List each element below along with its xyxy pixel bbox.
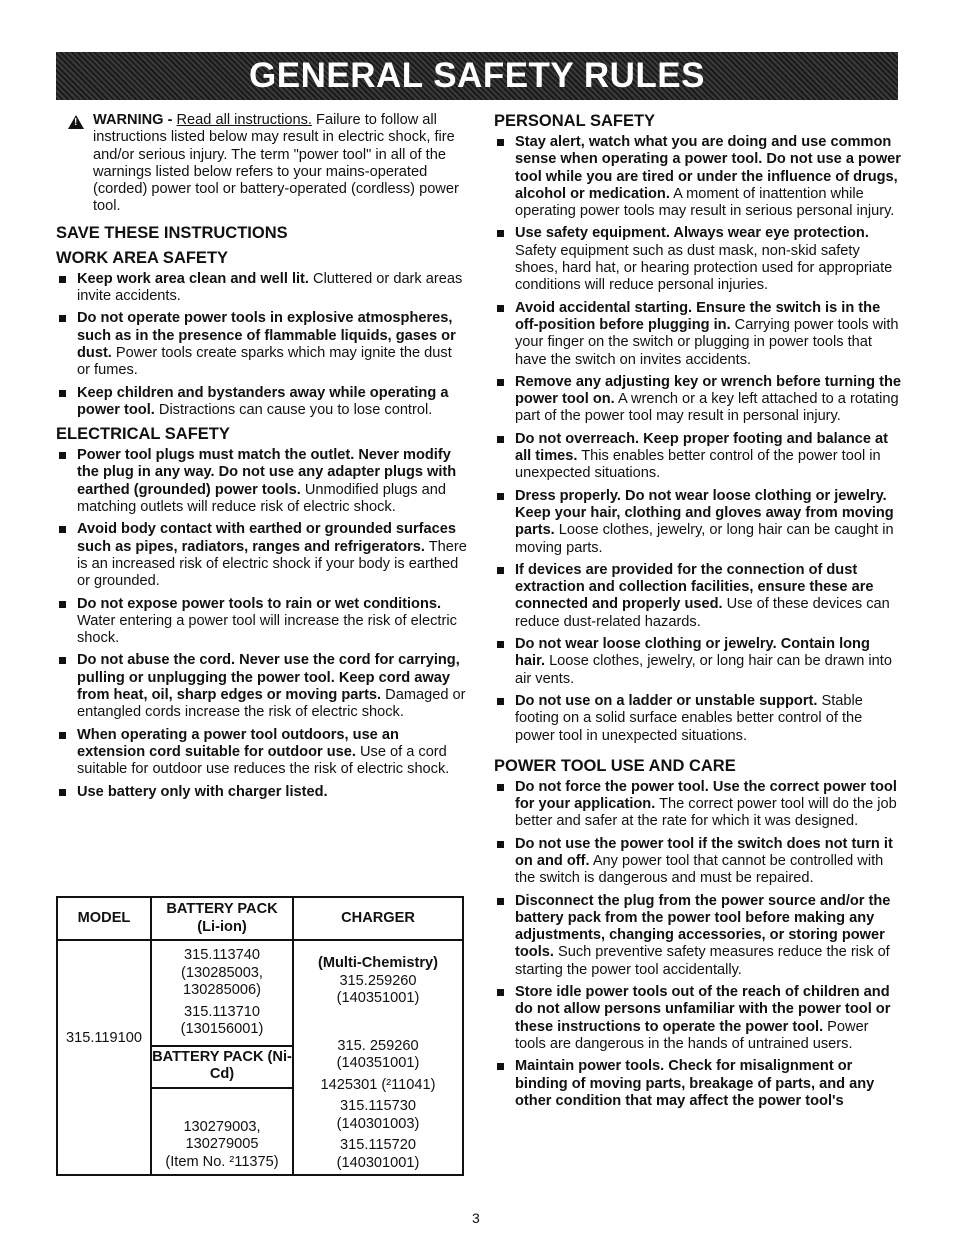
square-bullet-icon <box>59 732 66 739</box>
table-line: (130285003, <box>181 964 263 981</box>
square-bullet-icon <box>497 230 504 237</box>
charger-list-1 <box>296 973 460 1008</box>
square-bullet-icon <box>59 390 66 397</box>
model-number: 315.119100 <box>65 1029 143 1046</box>
table-line: 1425301 (²11041) <box>320 1076 436 1093</box>
square-bullet-icon <box>497 305 504 312</box>
rule-item <box>494 693 902 745</box>
square-bullet-icon <box>497 493 504 500</box>
table-line: 130279003, <box>183 1118 261 1135</box>
table-line: 315.113740 <box>183 947 261 963</box>
table-model-cell <box>57 940 151 1175</box>
section-banner <box>56 52 898 100</box>
rule-item <box>56 271 468 306</box>
rule-text: Power tools create sparks which may ignite the dust or fumes. <box>77 344 452 379</box>
rule-text: Distractions can cause you to lose control. <box>154 401 433 418</box>
table-line: 315. 259260 <box>337 1037 419 1054</box>
table-header-charger: CHARGER <box>293 897 463 940</box>
rule-text: Water entering a power tool will increase the risk of electric shock. <box>77 612 457 647</box>
square-bullet-icon <box>497 1063 504 1070</box>
rule-item <box>494 562 902 631</box>
square-bullet-icon <box>497 379 504 386</box>
rule-item <box>56 727 468 779</box>
rule-item <box>494 1058 902 1110</box>
rule-text: Damaged or entangled cords increase the risk of electric shock. <box>77 687 466 721</box>
rule-bold-text: Disconnect the plug from the power source and/or the battery pack from the power tool before making any adjustments, changing accessories, or storing power tools. <box>515 892 891 961</box>
square-bullet-icon <box>497 567 504 574</box>
table-battery-cell <box>151 940 293 1175</box>
left-column <box>56 112 468 806</box>
rule-item <box>494 836 902 888</box>
square-bullet-icon <box>59 452 66 459</box>
square-bullet-icon <box>59 315 66 322</box>
table-line: 315.113710 <box>183 1003 261 1020</box>
rule-item <box>494 893 902 979</box>
rule-bold-text: Keep children and bystanders away while operating a power tool. <box>77 384 449 418</box>
table-line: 130285006) <box>183 982 261 998</box>
battery-charger-table <box>56 896 464 1176</box>
warning-read-instructions: Read all instructions. <box>176 112 312 128</box>
rule-bold-text: Do not use on a ladder or unstable support. <box>515 692 818 709</box>
rule-text: Power tools are dangerous in the hands of untrained users. <box>515 1018 869 1052</box>
rule-item <box>494 300 902 369</box>
table-header-model: MODEL <box>57 897 151 940</box>
square-bullet-icon <box>497 898 504 905</box>
rule-bold-text: Avoid body contact with earthed or grounded surfaces such as pipes, radiators, ranges and refrigerators. <box>77 521 456 555</box>
rule-bold-text: Use safety equipment. Always wear eye protection. <box>515 225 869 242</box>
rule-bold-text: Avoid accidental starting. Ensure the switch is in the off-position before plugging in. <box>515 299 881 333</box>
save-instructions-heading: SAVE THESE INSTRUCTIONS <box>56 223 288 242</box>
power-tool-list <box>494 779 902 1110</box>
rule-bold-text: Do not overreach. Keep proper footing and balance at all times. <box>515 430 889 465</box>
rule-text: Loose clothes, jewelry, or long hair can be caught in moving parts. <box>515 522 894 556</box>
square-bullet-icon <box>497 841 504 848</box>
rule-item <box>494 134 902 220</box>
nicd-battery-list <box>152 1119 292 1172</box>
rule-item <box>494 636 902 688</box>
electrical-list <box>56 447 468 801</box>
charger-list-2 <box>296 1038 460 1173</box>
square-bullet-icon <box>59 789 66 796</box>
rule-item <box>494 374 902 426</box>
warning-label: WARNING - <box>93 112 177 128</box>
square-bullet-icon <box>497 139 504 146</box>
rule-item <box>56 596 468 648</box>
rule-text: Cluttered or dark areas invite accidents. <box>77 270 463 305</box>
rule-bold-text: Store idle power tools out of the reach of children and do not allow persons unfamiliar with the power tool or these instructions to operate the power tool. <box>515 984 891 1035</box>
power-tool-heading: POWER TOOL USE AND CARE <box>494 756 736 775</box>
square-bullet-icon <box>497 784 504 791</box>
square-bullet-icon <box>497 641 504 648</box>
square-bullet-icon <box>497 436 504 443</box>
table-charger-cell <box>293 940 463 1175</box>
rule-bold-text: Stay alert, watch what you are doing and use common sense when operating a power tool. Do not use a power tool while you are tired or under the influence of drugs, alcohol or medication. <box>515 134 901 202</box>
table-line: (140351001) <box>336 990 420 1006</box>
page-number: 3 <box>472 1210 480 1226</box>
table-line: (140351001) <box>336 1055 420 1071</box>
rule-item <box>56 447 468 516</box>
table-line: 130279005 <box>185 1136 259 1152</box>
rule-item <box>56 652 468 721</box>
rule-text: A moment of inattention while operating power tools may result in serious personal injury. <box>515 185 895 220</box>
rule-bold-text: Power tool plugs must match the outlet. Never modify the plug in any way. Do not use any adapter plugs with earthed (grounded) power tools. <box>77 447 457 498</box>
square-bullet-icon <box>59 601 66 608</box>
personal-safety-list <box>494 134 902 745</box>
rule-bold-text: Remove any adjusting key or wrench before turning the power tool on. <box>515 373 902 408</box>
square-bullet-icon <box>59 657 66 664</box>
rule-text: Safety equipment such as dust mask, non-skid safety shoes, hard hat, or hearing protection used for appropriate conditions will reduce personal injuries. <box>515 242 893 294</box>
warning-block <box>56 112 468 216</box>
table-line: 315.115720 <box>339 1137 417 1153</box>
table-line: (Item No. ²11375) <box>165 1153 279 1170</box>
square-bullet-icon <box>497 698 504 705</box>
nicd-battery-heading: BATTERY PACK (Ni-Cd) <box>150 1045 294 1089</box>
rule-text: Carrying power tools with your finger on the switch or plugging in power tools that have the switch on invites accidents. <box>515 316 899 368</box>
electrical-heading: ELECTRICAL SAFETY <box>56 425 230 444</box>
warning-triangle-icon <box>68 115 84 129</box>
charger-multi-heading: (Multi-Chemistry) <box>318 955 438 971</box>
rule-text: This enables better control of the power tool in unexpected situations. <box>515 448 881 482</box>
rule-item <box>56 521 468 590</box>
rule-item <box>56 385 468 420</box>
square-bullet-icon <box>59 276 66 283</box>
rule-bold-text: Keep work area clean and well lit. <box>77 270 309 287</box>
square-bullet-icon <box>59 526 66 533</box>
work-area-heading: WORK AREA SAFETY <box>56 248 229 267</box>
work-area-list <box>56 271 468 419</box>
rule-bold-text: Maintain power tools. Check for misalignment or binding of moving parts, breakage of parts, and any other condition that may affect the power tool's <box>515 1058 875 1109</box>
rule-bold-text: Do not wear loose clothing or jewelry. Contain long hair. <box>515 636 870 670</box>
rule-text: Any power tool that cannot be controlled with the switch is dangerous and must be repaired. <box>515 852 884 887</box>
liion-battery-list <box>152 947 292 1039</box>
rule-text: The correct power tool will do the job better and safer at the rate for which it was designed. <box>515 796 897 830</box>
rule-item <box>56 784 468 801</box>
rule-bold-text: Do not operate power tools in explosive atmospheres, such as in the presence of flammable liquids, gases or dust. <box>77 310 456 361</box>
table-line: (140301001) <box>336 1154 420 1171</box>
rule-bold-text: Use battery only with charger listed. <box>77 783 328 800</box>
rule-item <box>494 984 902 1053</box>
rule-item <box>494 431 902 483</box>
rule-text: Use of these devices can reduce dust-related hazards. <box>515 596 890 630</box>
rule-bold-text: Dress properly. Do not wear loose clothing or jewelry. Keep your hair, clothing and gloves away from moving parts. <box>515 487 894 539</box>
table-header-battery: BATTERY PACK (Li-ion) <box>151 897 293 940</box>
personal-safety-heading: PERSONAL SAFETY <box>494 112 656 130</box>
rule-bold-text: If devices are provided for the connection of dust extraction and collection facilities, ensure these are connected and properly used. <box>515 561 874 613</box>
rule-text: Such preventive safety measures reduce the risk of starting the power tool accidentally. <box>515 944 890 978</box>
rule-text: Unmodified plugs and matching outlets will reduce risk of electric shock. <box>77 481 446 516</box>
rule-bold-text: Do not force the power tool. Use the correct power tool for your application. <box>515 778 897 813</box>
rule-text: There is an increased risk of electric shock if your body is earthed or grounded. <box>77 538 467 590</box>
rule-bold-text: When operating a power tool outdoors, use an extension cord suitable for outdoor use. <box>77 726 399 760</box>
table-line: (130156001) <box>180 1021 264 1037</box>
rule-bold-text: Do not use the power tool if the switch does not turn it on and off. <box>515 835 893 869</box>
rule-text: A wrench or a key left attached to a rotating part of the power tool may result in personal injury. <box>515 391 899 425</box>
right-column <box>494 112 902 1115</box>
rule-item <box>56 310 468 379</box>
rule-item <box>494 779 902 831</box>
table-line: 315.115730 <box>339 1098 417 1114</box>
rule-text: Use of a cord suitable for outdoor use reduces the risk of electric shock. <box>77 743 450 778</box>
rule-text: Stable footing on a solid surface enables better control of the power tool in unexpected situations. <box>515 692 863 744</box>
table-line: 315.259260 <box>339 972 417 989</box>
banner-title: GENERAL SAFETY RULES <box>249 56 705 95</box>
warning-text: Failure to follow all instructions listed below may result in electric shock, fire and/or serious injury. The term "power tool" in all of the warnings listed below refers to your mains-operated (corded) power tool or battery-operated (cordless) power tool. <box>93 112 459 215</box>
table-line: (140301003) <box>336 1115 420 1132</box>
rule-bold-text: Do not expose power tools to rain or wet conditions. <box>77 595 442 612</box>
square-bullet-icon <box>497 989 504 996</box>
rule-bold-text: Do not abuse the cord. Never use the cord for carrying, pulling or unplugging the power tool. Keep cord away from heat, oil, sharp edges or moving parts. <box>77 652 460 704</box>
rule-item <box>494 225 902 294</box>
rule-text: Loose clothes, jewelry, or long hair can be drawn into air vents. <box>515 653 892 687</box>
rule-item <box>494 488 902 557</box>
